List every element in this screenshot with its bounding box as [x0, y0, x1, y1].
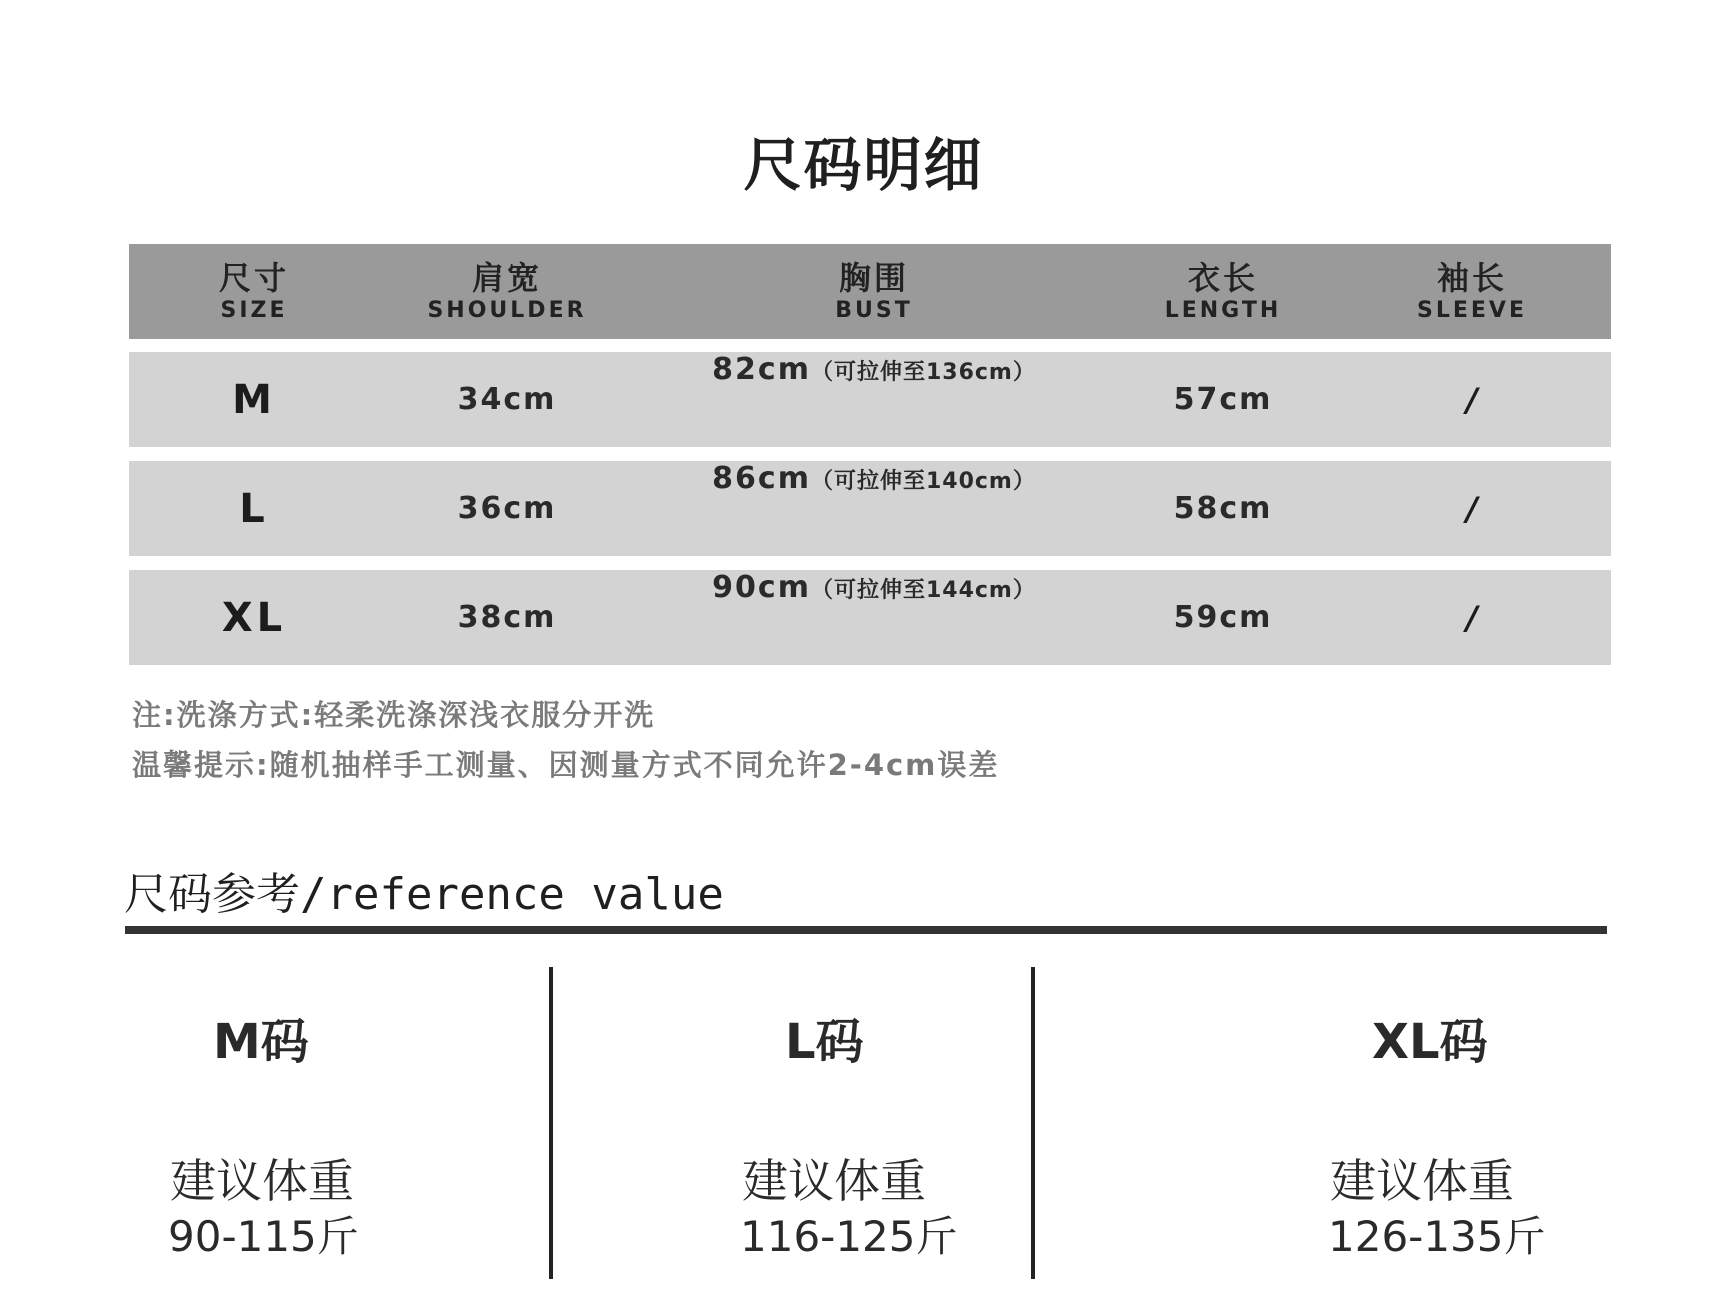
reference-label-m: 建议体重	[170, 1154, 354, 1208]
header-length-en: LENGTH	[1164, 297, 1282, 323]
header-size	[219, 244, 289, 339]
size-label: XL	[221, 594, 287, 641]
bust-value: 86cm	[712, 461, 811, 496]
sleeve-value: /	[1466, 598, 1478, 637]
row-sleeve	[1466, 352, 1478, 447]
reference-size-m: M码	[213, 1014, 309, 1070]
bust-note: （可拉伸至136cm）	[810, 360, 1036, 385]
row-size	[239, 461, 269, 556]
row-bust	[712, 570, 1036, 665]
length-value: 57cm	[1173, 382, 1273, 417]
header-shoulder	[427, 244, 586, 339]
bust-note: （可拉伸至140cm）	[810, 469, 1036, 494]
header-bust	[835, 244, 912, 339]
header-length-cn: 衣长	[1187, 258, 1258, 297]
row-size	[222, 570, 286, 665]
page-title: 尺码明细	[743, 131, 984, 199]
table-row	[129, 570, 1611, 665]
reference-size-xl: XL码	[1372, 1014, 1488, 1070]
row-length	[1174, 461, 1273, 556]
row-shoulder	[458, 461, 557, 556]
column-divider	[1031, 967, 1035, 1279]
row-size	[232, 352, 276, 447]
length-value: 58cm	[1173, 491, 1273, 526]
sleeve-value: /	[1466, 489, 1478, 528]
row-bust	[712, 352, 1036, 447]
size-table-header	[129, 244, 1611, 339]
measurement-note: 温馨提示:随机抽样手工测量、因测量方式不同允许2-4cm误差	[132, 748, 1000, 782]
notes-block	[132, 690, 999, 790]
header-sleeve-cn: 袖长	[1436, 258, 1508, 297]
shoulder-value: 36cm	[457, 491, 557, 526]
size-label: M	[232, 376, 276, 423]
shoulder-value: 34cm	[457, 382, 557, 417]
header-size-cn: 尺寸	[218, 258, 290, 297]
row-shoulder	[458, 352, 557, 447]
row-bust	[712, 461, 1036, 556]
reference-label-xl: 建议体重	[1330, 1154, 1514, 1208]
header-shoulder-en: SHOULDER	[427, 297, 587, 323]
length-value: 59cm	[1173, 600, 1273, 635]
header-shoulder-cn: 肩宽	[471, 258, 543, 297]
reference-weight-l: 116-125斤	[740, 1212, 958, 1261]
header-size-en: SIZE	[220, 297, 288, 323]
reference-heading: 尺码参考/reference value	[124, 869, 724, 920]
size-label: L	[239, 485, 269, 532]
header-sleeve	[1417, 244, 1527, 339]
row-sleeve	[1466, 461, 1478, 556]
reference-weight-m: 90-115斤	[168, 1212, 359, 1261]
column-divider	[549, 967, 553, 1279]
reference-divider	[125, 926, 1607, 934]
reference-size-l: L码	[785, 1014, 864, 1070]
shoulder-value: 38cm	[457, 600, 557, 635]
header-sleeve-en: SLEEVE	[1417, 297, 1527, 323]
row-length	[1174, 352, 1273, 447]
header-length	[1165, 244, 1282, 339]
table-row	[129, 352, 1611, 447]
header-bust-en: BUST	[835, 297, 913, 323]
reference-label-l: 建议体重	[742, 1154, 926, 1208]
row-shoulder	[458, 570, 557, 665]
row-sleeve	[1466, 570, 1478, 665]
bust-value: 90cm	[712, 570, 811, 605]
reference-weight-xl: 126-135斤	[1328, 1212, 1546, 1261]
bust-value: 82cm	[712, 352, 811, 387]
bust-note: （可拉伸至144cm）	[810, 578, 1036, 603]
sleeve-value: /	[1466, 380, 1478, 419]
row-length	[1174, 570, 1273, 665]
wash-note: 注:洗涤方式:轻柔洗涤深浅衣服分开洗	[132, 698, 656, 732]
header-bust-cn: 胸围	[838, 258, 910, 297]
table-row	[129, 461, 1611, 556]
